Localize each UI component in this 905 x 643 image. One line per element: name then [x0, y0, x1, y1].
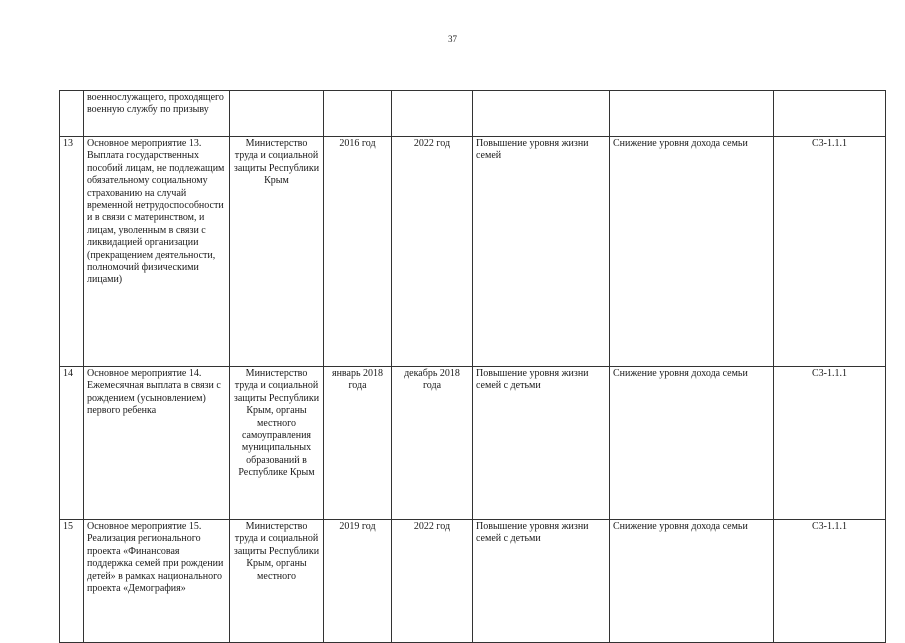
measure-name: Основное мероприятие 15. Реализация регионального проекта «Финансовая поддержка семей при рождении детей» в рамках национального проекта «Демография» [84, 520, 230, 643]
responsible-executor [230, 91, 324, 137]
measure-name: Основное мероприятие 13. Выплата государственных пособий лицам, не подлежащим обязательному социальному страхованию на случай временной нетрудоспособности и в связи с материнством, и лицам, уволенным в связи с ликвидацией организации (прекращением деятельности, полномочий физическими лицами) [84, 137, 230, 367]
direct-result [473, 91, 610, 137]
non-implementation-consequences: Снижение уровня дохода семьи [610, 520, 774, 643]
page-number: 37 [448, 34, 457, 44]
non-implementation-consequences [610, 91, 774, 137]
indicator-code: С3-1.1.1 [774, 520, 886, 643]
row-number: 14 [60, 367, 84, 520]
direct-result: Повышение уровня жизни семей с детьми [473, 367, 610, 520]
direct-result: Повышение уровня жизни семей [473, 137, 610, 367]
measure-name: Основное мероприятие 14. Ежемесячная выплата в связи с рождением (усыновлением) первого ребенка [84, 367, 230, 520]
table-row [60, 520, 886, 643]
responsible-executor: Министерство труда и социальной защиты Республики Крым, органы местного самоуправления муниципальных образований в Республике Крым [230, 367, 324, 520]
start-date [324, 91, 392, 137]
indicator-code: С3-1.1.1 [774, 367, 886, 520]
end-date: 2022 год [392, 137, 473, 367]
responsible-executor: Министерство труда и социальной защиты Республики Крым, органы местного [230, 520, 324, 643]
table-row [60, 91, 886, 137]
end-date: 2022 год [392, 520, 473, 643]
row-number: 15 [60, 520, 84, 643]
end-date [392, 91, 473, 137]
direct-result: Повышение уровня жизни семей с детьми [473, 520, 610, 643]
start-date: январь 2018 года [324, 367, 392, 520]
responsible-executor: Министерство труда и социальной защиты Республики Крым [230, 137, 324, 367]
start-date: 2016 год [324, 137, 392, 367]
non-implementation-consequences: Снижение уровня дохода семьи [610, 367, 774, 520]
indicator-code [774, 91, 886, 137]
measure-name: военнослужащего, проходящего военную службу по призыву [84, 91, 230, 137]
table-row [60, 367, 886, 520]
indicator-code: С3-1.1.1 [774, 137, 886, 367]
row-number [60, 91, 84, 137]
measures-table [59, 90, 886, 643]
end-date: декабрь 2018 года [392, 367, 473, 520]
table-row [60, 137, 886, 367]
start-date: 2019 год [324, 520, 392, 643]
non-implementation-consequences: Снижение уровня дохода семьи [610, 137, 774, 367]
row-number: 13 [60, 137, 84, 367]
